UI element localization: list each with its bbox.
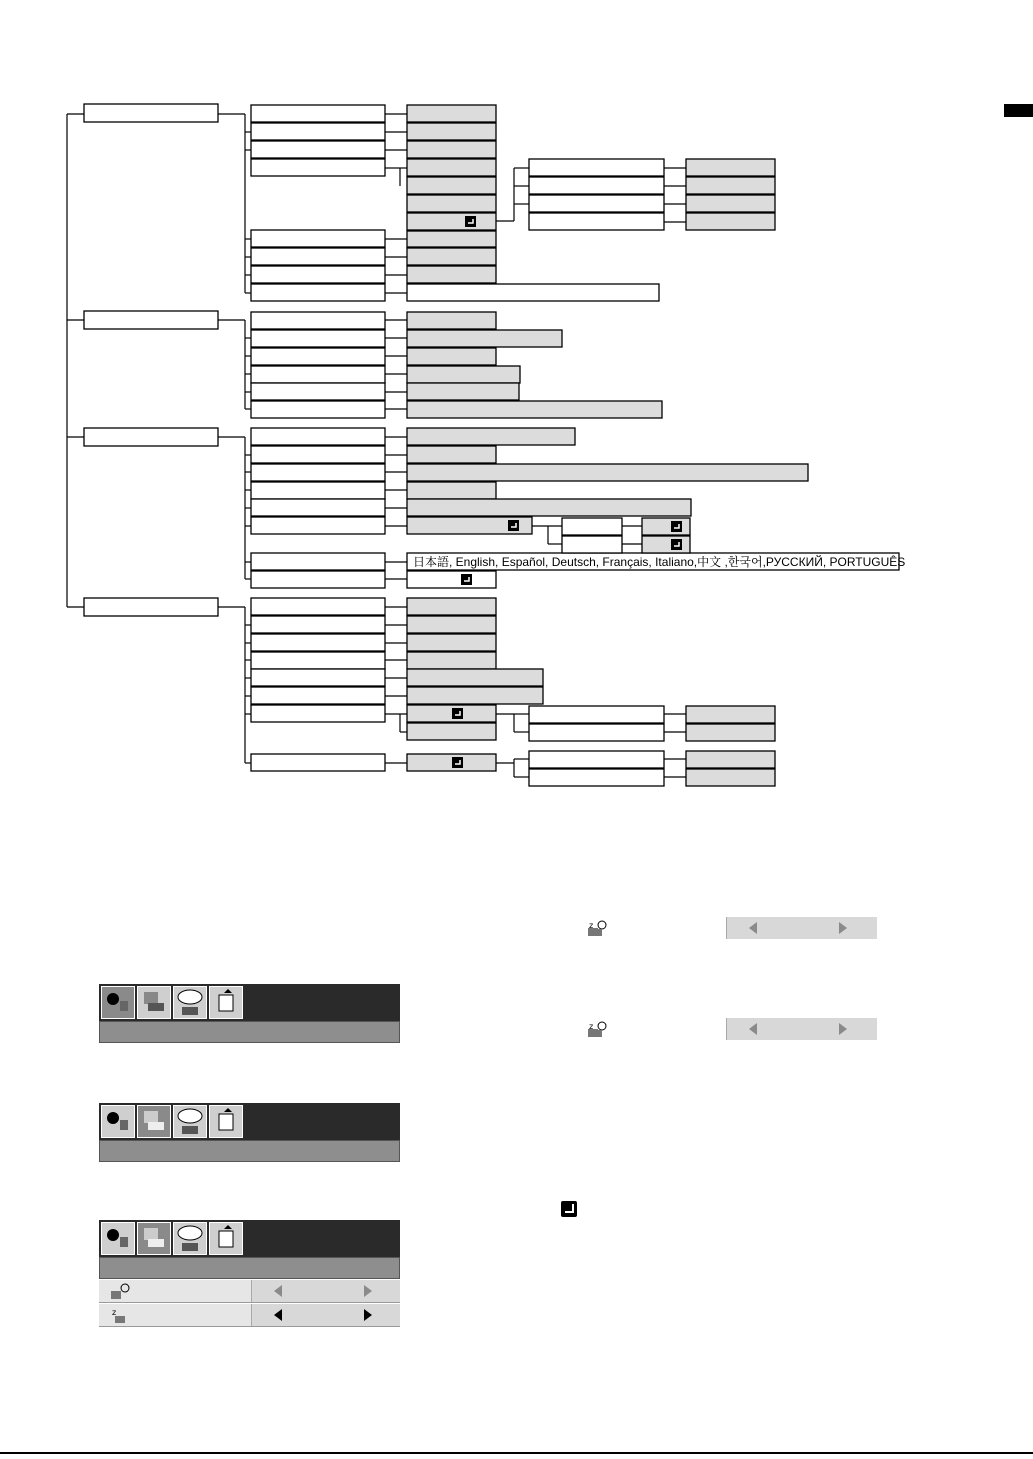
document-icon[interactable] (209, 986, 243, 1019)
document-icon[interactable] (209, 1105, 243, 1138)
bottom-rule (0, 1452, 1033, 1454)
speech-bubble-icon[interactable] (173, 986, 207, 1019)
left-triangle-icon[interactable] (749, 922, 757, 934)
group-2 (218, 312, 662, 418)
menu-title-bar (99, 1140, 400, 1162)
image-adjust-icon[interactable] (137, 1222, 171, 1255)
menu-tab-bar (99, 1103, 400, 1140)
speech-bubble-icon[interactable] (173, 1105, 207, 1138)
menu-title-bar (99, 1021, 400, 1043)
left-triangle-icon[interactable] (749, 1023, 757, 1035)
speech-bubble-icon[interactable] (173, 1222, 207, 1255)
menu-screen-1 (99, 984, 400, 1043)
main-menu-3 (84, 428, 218, 446)
menu-row-2[interactable] (99, 1303, 400, 1327)
group-1 (218, 105, 775, 301)
menu-screen-3 (99, 1220, 400, 1327)
menu-title-bar (99, 1257, 400, 1279)
enter-key-icon (561, 1201, 577, 1217)
brightness-icon[interactable] (101, 986, 135, 1019)
panel-1-row-2-control[interactable] (726, 917, 877, 939)
menu-tab-bar (99, 984, 400, 1021)
main-menu-1 (84, 104, 218, 122)
adjust-2-icon (109, 1307, 131, 1325)
right-triangle-icon[interactable] (364, 1309, 372, 1321)
language-options-text: 日本語, English, Español, Deutsch, Français, Italiano,中文 ,한국어,РУССКИЙ, PORTUGUÊS (413, 555, 906, 569)
group-3 (218, 428, 905, 588)
right-triangle-icon[interactable] (839, 1023, 847, 1035)
main-menu-4 (84, 598, 218, 616)
row-2-control[interactable] (251, 1304, 400, 1326)
left-triangle-icon[interactable] (274, 1285, 282, 1297)
group-4 (218, 598, 775, 786)
right-triangle-icon[interactable] (839, 922, 847, 934)
main-menu-boxes (84, 104, 218, 616)
main-menu-2 (84, 311, 218, 329)
svg-text:z: z (589, 921, 594, 930)
row-1-control[interactable] (251, 1280, 400, 1302)
svg-text:z: z (589, 1022, 594, 1031)
adjust-1-icon (109, 1283, 131, 1301)
menu-tab-bar (99, 1220, 400, 1257)
image-adjust-icon[interactable] (137, 986, 171, 1019)
image-adjust-icon[interactable] (137, 1105, 171, 1138)
brightness-icon[interactable] (101, 1105, 135, 1138)
menu-row-1[interactable] (99, 1279, 400, 1303)
adjust-2-icon (586, 920, 608, 938)
brightness-icon[interactable] (101, 1222, 135, 1255)
left-triangle-icon[interactable] (274, 1309, 282, 1321)
tree-root-connectors (67, 114, 84, 607)
document-icon[interactable] (209, 1222, 243, 1255)
adjust-2-icon (586, 1021, 608, 1039)
menu-screen-2 (99, 1103, 400, 1162)
right-triangle-icon[interactable] (364, 1285, 372, 1297)
svg-text:z: z (112, 1308, 117, 1317)
panel-2-row-2-control[interactable] (726, 1018, 877, 1040)
